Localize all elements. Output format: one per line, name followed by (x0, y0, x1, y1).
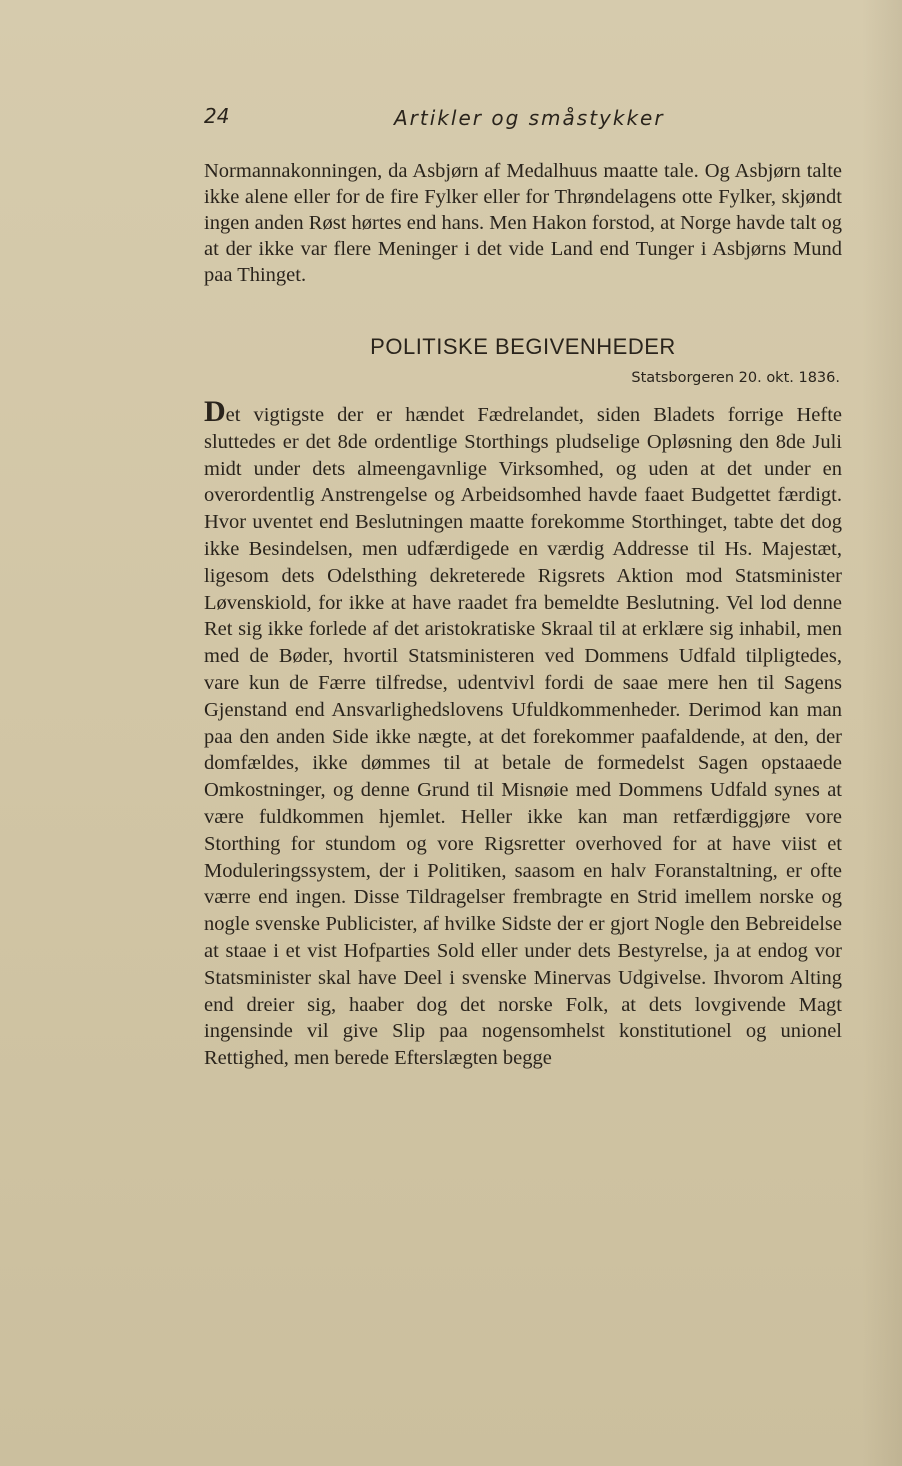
continuation-paragraph: Normannakonningen, da Asbjørn af Medalhuus maatte tale. Og Asbjørn talte ikke alene eller for de fire Fylker eller for Thrøndelagens otte Fylker, skjøndt ingen anden Røst hørtes end hans. Men Hakon forstod, at Norge havde talt og at der ikke var flere Meninger i det vide Land end Tunger i Asbjørns Mund paa Thinget. (204, 160, 842, 286)
section-heading: POLITISKE BEGIVENHEDER (370, 334, 676, 359)
section-body-text: et vigtigste der er hændet Fædrelandet, siden Bladets forrige Hefte sluttedes er det 8de ordentlige Storthings pludselige Opløsning den 8de Juli midt under dets almeengavnlige Virksomhed, og uden at det under en overordentlig Anstrengelse og Arbeidsomhed havde faaet Budgettet færdigt. Hvor uventet end Beslutningen maatte forekomme Storthinget, tabte det dog ikke Besindelsen, men udfærdigede en værdig Addresse til Hs. Majestæt, ligesom dets Odelsthing dekreterede Rigsrets Aktion mod Statsminister Løvenskiold, for ikke at have raadet fra bemeldte Beslutning. Vel lod denne Ret sig ikke forlede af det aristokratiske Skraal til at erklære sig inhabil, men med de Bøder, hvortil Statsministeren ved Dommens Udfald tilpligtedes, vare kun de Færre tilfredse, udentvivl fordi de saae mere hen til Sagens Gjenstand end Ansvarlighedslovens Ufuldkommenheder. Derimod kan man paa den anden Side ikke nægte, at det forekommer paafaldende, at den, der domfældes, ikke dømmes til at betale de formedelst Sagen opstaaede Omkostninger, og denne Grund til Misnøie med Dommens Udfald synes at være fuldkommen hjemlet. Heller ikke kan man retfærdiggjøre vore Storthing for stundom og vore Rigsretter overhoved for at have viist et Moduleringssystem, der i Politiken, saasom en halv Foranstaltning, er ofte værre end ingen. Disse Tildragelser frembragte en Strid imellem norske og nogle svenske Publicister, af hvilke Sidste der er gjort Nogle den Bebreidelse at staae i et vist Hofparties Sold eller under dets Bestyrelse, ja at endog vor Statsminister skal have Deel i svenske Minervas Udgivelse. Ihvorom Alting end dreier sig, haaber dog det norske Folk, at dets lovgivende Magt ingensinde vil give Slip paa nogensomhelst konstitutionel og unionel Rettighed, men berede Efterslægten begge (204, 404, 842, 1070)
running-head (204, 104, 844, 136)
running-title: Artikler og småstykker (394, 106, 665, 130)
source-citation: Statsborgeren 20. okt. 1836. (631, 370, 840, 386)
page-edge-shadow (862, 0, 902, 1466)
section-body-paragraph (204, 395, 842, 1072)
page-number: 24 (204, 104, 230, 128)
drop-cap: D (204, 395, 226, 428)
